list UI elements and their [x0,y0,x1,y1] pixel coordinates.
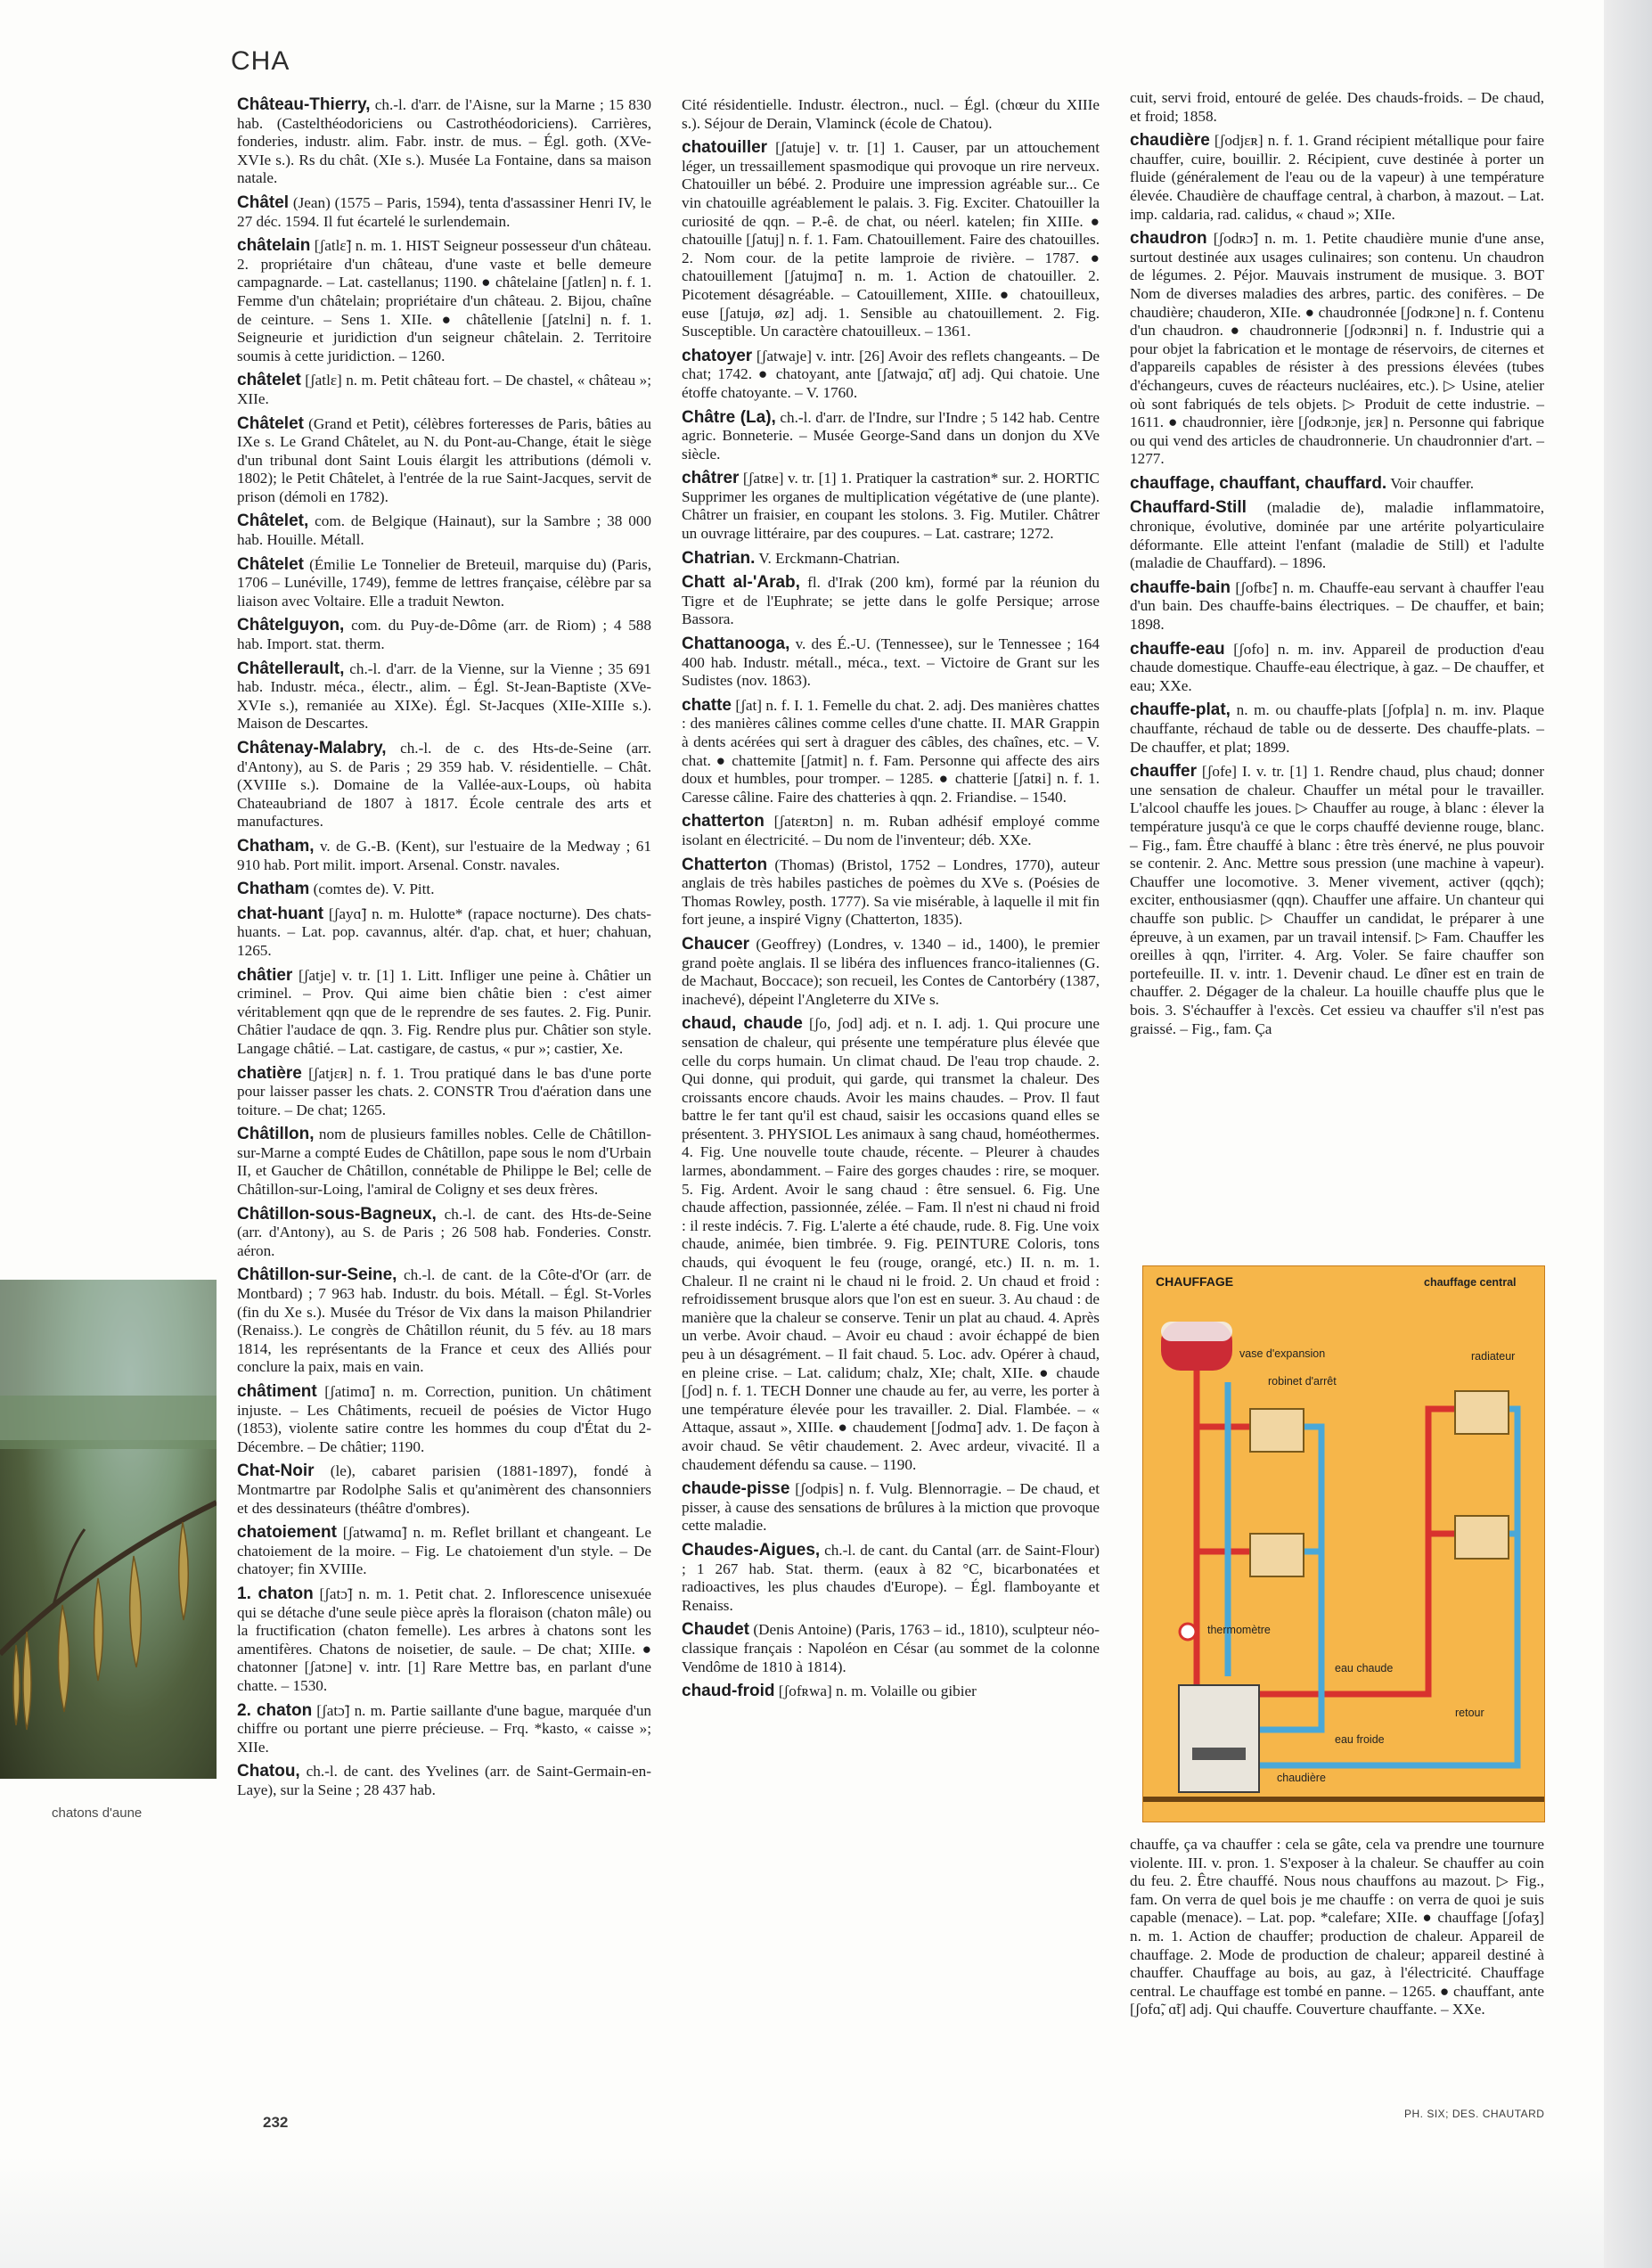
definition: com. de Belgique (Hainaut), sur la Sambre ; 38 000 hab. Houille. Métall. [237,512,652,549]
catkins-illustration [0,1280,217,1779]
dictionary-entry [1130,132,1544,224]
label-eau-chaude: eau chaude [1335,1662,1394,1674]
definition: (Thomas) (Bristol, 1752 – Londres, 1770), auteur anglais de très habiles pastiches de poèmes du XVe s. (Poésies de Thomas Rowley, posth. 1777). Sa vie misérable, à laquelle il mit fin fort jeune, a inspiré Vigny (Chatterton, 1835). [682,856,1100,929]
definition: (Émilie Le Tonnelier de Breteuil, marquise du) (Paris, 1706 – Lunéville, 1749), femme de lettres française, célèbre par sa liaison avec Voltaire. Elle a traduit Newton. [237,555,651,610]
page-header-letters: CHA [231,46,290,76]
definition: [ʃatlɛ̃] n. m. 1. HIST Seigneur possesseur d'un château. 2. propriétaire d'un château, d'une vaste et belle demeure campagnarde. – Lat. castellanus; 1190. ● châtelaine [ʃatlɛn] n. f. 1. Femme d'un châtelain; propriétaire d'un château. 2. Bijou, chaîne de ceinture. – Sens 1. XIIe. ● châtellenie [ʃatɛlni] n. f. 1. Seigneurie et juridiction d'un seigneur châtelain. 2. Territoire soumis à cette juridiction. – 1260. [237,237,651,364]
definition: ch.-l. de cant. de la Côte-d'Or (arr. de Montbard) ; 7 963 hab. Industr. du bois. Métall. – Égl. St-Vorles (fin du Xe s.). Musée du Trésor de Vix dans la maison Philandrier (Renaiss.). Le congrès de Châtillon réunit, du 5 fév. au 18 mars 1814, les représentants de la France et ceux des Alliés pour conclure la paix, mais en vain. [237,1266,652,1376]
dictionary-entry [1130,641,1544,696]
headword: châtelain [237,236,311,256]
diagram-subtitle: chauffage central [1424,1276,1517,1289]
headword: Château-Thierry, [237,95,371,114]
definition: (comtes de). V. Pitt. [313,880,435,898]
definition: ch.-l. de cant. des Yvelines (arr. de Saint-Germain-en-Laye), sur la Seine ; 28 437 hab. [237,1763,651,1798]
headword: Châtelguyon, [237,616,345,635]
headword: chatoyer [682,346,753,365]
headword: Chaudet [682,1620,749,1640]
definition: [ʃofe] I. v. tr. [1] 1. Rendre chaud, plus chaud; donner une sensation de chaleur. Chauffer un métal pour le travailler. L'alcool chauffe les joues. ▷ Chauffer au rouge, à blanc : élever la température jusqu'à ce que le corps chauffé devienne rouge, blanc. – Fig., fam. Être chauffé à blanc : être très énervé, ne plus pouvoir se contenir. 2. Anc. Mettre sous pression (une machine à vapeur). Chauffer une locomotive. 3. Mener vivement, activer (qqch); exciter, enthousiasmer (qqn). Chauffer une affaire. Un chanteur qui chauffe son public. ▷ Chauffer un candidat, le préparer à une épreuve, à un examen, par un travail intensif. ▷ Fam. Chauffer les oreilles à qqn, l'irriter. 4. Arg. Voler. Se faire chauffer son portefeuille. II. v. intr. 1. Devenir chaud. Le dîner est en train de chauffer. 2. Dégager de la chaleur. La houille chauffe plus que le bois. 3. S'échauffer à l'excès. Cet essieu va chauffer s'il n'est pas graissé. – Fig., fam. Ça [1130,763,1545,1037]
dictionary-entry [682,1480,1100,1535]
headword: chaud-froid [682,1682,775,1701]
definition: (Jean) (1575 – Paris, 1594), tenta d'assassiner Henri IV, le 27 déc. 1594. Il fut écartelé le surlendemain. [237,193,652,230]
headword: Chatham [237,880,310,899]
thermometer-dial [1180,1624,1196,1640]
column-3-continued: chauffe, ça va chauffer : cela se gâte, cela va prendre une tournure violente. III. v. pron. 1. S'exposer à la chaleur. Se chauffer au coin du feu. 2. Être chauffé. Nous nous chauffons au mazout. ▷ Fig., fam. On verra de quel bois je me chauffe : on verra de quoi je suis capable (menace). – Lat. pop. *calefare; XIIe. ● chauffage [ʃofaʒ] n. m. 1. Action de chauffer; production de chaleur. Appareil de chauffage. 2. Mode de production de chaleur; appareil destiné à chauffer. Chauffage au bois, au gaz, à l'électricité. Chauffage central. Le chauffage est tombé en panne. – 1265. ● chauffant, ante [ʃofɑ̃, ɑ̃t] adj. Qui chauffe. Couverture chauffante. – XXe. [1130,1836,1544,2018]
diagram-title: CHAUFFAGE [1156,1274,1234,1289]
headword: chaudron [1130,229,1207,249]
dictionary-entry [682,1683,1100,1701]
column-3 [1130,89,1544,1044]
dictionary-entry [237,660,651,733]
dictionary-entry [237,556,651,611]
definition: [ʃatlɛ] n. m. Petit château fort. – De chastel, « château »; XIIe. [237,372,651,407]
headword: Chatou, [237,1762,300,1781]
dictionary-entry [1130,579,1544,635]
headword: chauffer [1130,762,1197,782]
dictionary-entry [1130,230,1544,469]
headword: 1. chaton [237,1584,314,1603]
headword: Châtillon-sur-Seine, [237,1265,397,1285]
definition: [ʃayɑ̃] n. m. Hulotte* (rapace nocturne). Des chats-huants. – Lat. pop. cavannus, altér. d'ap. chat, et huer; chahuan, 1265. [237,905,652,959]
headword: Châtillon, [237,1125,315,1144]
definition: (Geoffrey) (Londres, v. 1340 – id., 1400), le premier grand poète anglais. Il se libéra des influences franco-italiennes (G. de Machaut, Boccace); son recueil, les Contes de Cantorbéry (1387, inachevé), dépeint l'Angleterre du XIVe s. [682,935,1100,1008]
definition: ch.-l. de cant. des Hts-de-Seine (arr. d'Antony), au S. de Paris ; 26 508 hab. Fonderies. Constr. aéron. [237,1205,652,1259]
definition: [ʃofʀwa] n. m. Volaille ou gibier [778,1683,977,1700]
label-vase: vase d'expansion [1239,1347,1326,1360]
definition: (Grand et Petit), célèbres forteresses de Paris, bâties au IXe s. Le Grand Châtelet, au N. du Pont-au-Change, était le siège d'un tribunal dont Saint Louis élargit les attributions (démoli v. 1802); le Petit Châtelet, à l'entrée de la rue Saint-Jacques, servit de prison (démoli en 1782). [237,414,652,505]
central-heating-diagram [1142,1265,1545,1822]
radiators [1250,1391,1509,1576]
photo-caption: chatons d'aune [52,1805,143,1821]
definition: [ʃatje] v. tr. [1] 1. Litt. Infliger une peine à. Châtier un criminel. – Prov. Qui aime bien châtie bien : c'est aimer véritablement qqn que de le reprendre de ses fautes. 2. Fig. Punir. Châtier l'audace de qqn. 3. Fig. Rendre plus pur. Châtier son style. Langage châtié. – Lat. castigare, de castus, « pur »; castier, Xe. [237,966,652,1057]
headword: Châtre (La), [682,407,776,427]
definition: [ʃatimɑ̃] n. m. Correction, punition. Un châtiment injuste. – Les Châtiments, recueil de poésies de Victor Hugo (1853), violente satire contre les hommes du coup d'État du 2-Décembre. – De châtier; 1190. [237,1383,651,1455]
headword: chauffe-plat, [1130,700,1231,720]
radiator-1 [1250,1409,1304,1452]
headword: 2. chaton [237,1700,313,1720]
dictionary-entry [237,1126,651,1199]
headword: chatte [682,695,732,715]
dictionary-entry [237,194,651,231]
dictionary-entry [237,237,651,365]
page-bottom-margin [0,2157,1604,2268]
definition: nom de plusieurs familles nobles. Celle de Châtillon-sur-Marne a compté Eudes de Châtillon, pape sous le nom d'Urbain II, et Gaucher de Châtillon, connétable de Philippe le Bel; celle de Châtillon-sur-Loing, l'amiral de Coligny et ses deux frères. [237,1126,651,1199]
dictionary-entry [682,470,1100,543]
dictionary-entry [237,838,651,874]
definition: [ʃodpis] n. f. Vulg. Blennorragie. – De chaud, et pisser, à cause des sensations de brûlures à la miction que provoque cette maladie. [682,1480,1100,1535]
radiator-2 [1250,1534,1304,1576]
headword: chaud, chaude [682,1014,803,1034]
dictionary-entry [682,1621,1100,1676]
definition: [ʃodjɛʀ] n. f. 1. Grand récipient métallique pour faire chauffer, cuire, bouillir. 2. Récipient, cuve destinée à porter un fluide (généralement de l'eau ou de la vapeur) à une température élevée. Chaudière de chauffage central, à charbon, à mazout. – Lat. imp. caldaria, rad. calidus, « chaud »; XIIe. [1130,132,1545,223]
dictionary-entry [682,1542,1100,1615]
dictionary-entry [682,550,1100,569]
headword: chauffe-eau [1130,639,1225,659]
dictionary-entry [237,512,651,549]
dictionary-entry [237,740,651,831]
label-retour: retour [1455,1707,1484,1719]
headword: Chatterton [682,855,768,874]
dictionary-entry [682,813,1100,849]
dictionary-entry [237,967,651,1059]
headword: chauffage, chauffant, chauffard. [1130,473,1387,493]
definition: [ʃatjɛʀ] n. f. 1. Trou pratiqué dans le bas d'une porte pour laisser passer les chats. 2. CONSTR Trou d'aération dans une toiture. – De chat; 1265. [237,1064,652,1118]
boiler [1179,1685,1259,1792]
headword: châtrer [682,469,740,488]
label-radiateur: radiateur [1471,1350,1516,1363]
dictionary-entry [682,409,1100,464]
definition: [ʃofbɛ̃] n. m. Chauffe-eau servant à chauffer l'eau d'un bain. Des chauffe-bains électriques. – De chauffer, et bain; 1898. [1130,578,1545,634]
definition: v. des É.-U. (Tennessee), sur le Tennessee ; 164 400 hab. Industr. métall., méca., text. – Victoire de Grant sur les Sudistes (nov. 1863). [682,635,1100,690]
label-robinet: robinet d'arrêt [1268,1375,1337,1388]
headword: chatterton [682,812,765,831]
dictionary-entry [237,1266,651,1377]
headword: chaude-pisse [682,1479,790,1499]
dictionary-entry [237,96,651,188]
headword: chatouiller [682,138,768,158]
definition: [ʃatɔ̃] n. m. Partie saillante d'une bague, marquée d'un chiffre ou portant une pierre précieuse. – Frq. *kasto, « caisse »; XIIe. [237,1701,652,1756]
headword: Châtillon-sous-Bagneux, [237,1204,437,1224]
dictionary-entry [237,1524,651,1579]
headword: Chauffard-Still [1130,498,1247,518]
page-edge [1604,0,1652,2268]
column-2 [682,96,1100,1707]
dictionary-entry [237,880,651,899]
definition: fl. d'Irak (200 km), formé par la réunion du Tigre et de l'Euphrate; se jette dans le golfe Persique; arrose Bassora. [682,574,1100,628]
definition: ch.-l. d'arr. de la Vienne, sur la Vienne ; 35 691 hab. Industr. méca., électr., alim. – Égl. St-Jean-Baptiste (XVe-XVIe s.), remaniée au XIXe). Égl. St-Jacques (XIIe-XIIIe s.). Maison de Descartes. [237,659,651,733]
definition: Cité résidentielle. Industr. électron., nucl. – Égl. (chœur du XIIIe s.). Séjour de Derain, Vlaminck (école de Chatou). [682,96,1100,132]
definition: Voir chauffer. [1390,474,1475,492]
dictionary-entry [237,1462,651,1518]
dictionary-entry [1130,763,1544,1038]
headword: châtelet [237,371,301,390]
radiator-4 [1455,1516,1509,1559]
headword: Châtelet [237,413,304,433]
definition: ch.-l. de c. des Hts-de-Seine (arr. d'Antony), au S. de Paris ; 29 359 hab. V. résidentielle. – Chât. (XVIIIe s.). Domaine de la Vallée-aux-Loups, où habita Chateaubriand de 1807 à 1817. École centrale des arts et manufactures. [237,740,651,831]
headword: Châtenay-Malabry, [237,739,387,757]
dictionary-entry [682,348,1100,403]
definition: [ʃatɔ̃] n. m. 1. Petit chat. 2. Inflorescence unisexuée qui se détache d'une seule pièce après la floraison (chaton mâle) ou la fructification (chaton femelle). Les arbres à chatons sont les amentifères. Chatons de noisetier, de saule. – De chat; XIIIe. ● chatonner [ʃatɔne] v. intr. [1] Rare Mettre bas, en parlant d'une chatte. – 1530. [237,1584,652,1694]
headword: Châtel [237,192,290,212]
definition: (Denis Antoine) (Paris, 1763 – id., 1810), sculpteur néo-classique français : Napoléon en César (au sommet de la colonne Vendôme de 1810 à 1814). [682,1621,1100,1675]
headword: Chatrian. [682,548,756,568]
dictionary-entry [1130,475,1544,494]
dictionary-entry [682,635,1100,691]
headword: chauffe-bain [1130,577,1231,597]
dictionary-entry [682,1015,1100,1474]
label-chaudiere: chaudière [1277,1772,1326,1784]
definition: [ʃatwaje] v. intr. [26] Avoir des reflets changeants. – De chat; 1742. ● chatoyant, ante [ʃatwajɑ̃, ɑ̃t] adj. Qui chatoie. Une étoffe chatoyante. – V. 1760. [682,347,1100,401]
definition: ch.-l. d'arr. de l'Indre, sur l'Indre ; 5 142 hab. Centre agric. Bonneterie. – Musée George-Sand dans un donjon du XVe siècle. [682,408,1100,463]
dictionary-entry [1130,89,1544,126]
dictionary-entry [237,1585,651,1696]
definition: com. du Puy-de-Dôme (arr. de Riom) ; 4 588 hab. Import. stat. therm. [237,617,651,653]
headword: Châtelet [237,554,304,574]
definition: [ʃatwamɑ̃] n. m. Reflet brillant et changeant. Le chatoiement de la moire. – Fig. Le chatoiement d'un style. – De chatoyer; fin XVIIIe. [237,1524,651,1578]
photo-credit: PH. SIX; DES. CHAUTARD [1404,2108,1545,2120]
definition: [ʃatʀe] v. tr. [1] 1. Pratiquer la castration* sur. 2. HORTIC Supprimer les organes de multiplication végétative de (une plante). Châtrer un fraisier, en coupant les stolons. 3. Fig. Mutiler. Châtrer un ouvrage littéraire, par des coupures. – Lat. castrare; 1272. [682,470,1100,543]
definition: cuit, servi froid, entouré de gelée. Des chauds-froids. – De chaud, et froid; 1858. [1130,89,1544,125]
dictionary-entry [682,96,1100,133]
headword: Chaucer [682,934,750,954]
dictionary-entry [237,1763,651,1799]
definition: ch.-l. de cant. du Cantal (arr. de Saint-Flour) ; 1 267 hab. Stat. therm. (eaux à 82 °C, bicarbonatées et radioactives, les plus chaudes d'Europe). – Égl. flamboyante et Renaiss. [682,1541,1100,1614]
dictionary-entry [237,905,651,961]
headword: chaudière [1130,131,1210,151]
dictionary-entry [237,1065,651,1120]
definition: n. m. ou chauffe-plats [ʃofpla] n. m. inv. Plaque chauffante, réchaud de table ou de desserte. Des chauffe-plats. – De chauffer, et plat; 1899. [1130,701,1545,756]
dictionary-entry [682,697,1100,807]
definition: [ʃatɛʀtɔn] n. m. Ruban adhésif employé comme isolant en électricité. – Du nom de l'inventeur; déb. XXe. [682,813,1100,848]
definition: [ʃo, ʃod] adj. et n. I. adj. 1. Qui procure une sensation de chaleur, qui présente une température plus élevée que celle du corps humain. Un climat chaud. De l'eau trop chaude. 2. Qui donne, qui produit, qui garde, qui transmet la chaleur. Des croissants encore chauds. Avoir les mains chaudes. – Prov. Il faut battre le fer tant qu'il est chaud, saisir les occasions quand elles se présentent. 3. PHYSIOL Les animaux à sang chaud, homéothermes. 4. Fig. Une nouvelle toute chaude, récente. – Pleurer à chaudes larmes, abondamment. – Faire des gorges chaudes : rire, se moquer. 5. Fig. Ardent. Avoir le sang chaud : être sensuel. 6. Fig. Une chaude affection, passionnée, zélée. – Fam. Il n'est ni chaud ni froid : il reste indécis. 7. Fig. L'alerte a été chaude, rude. 8. Fig. Une voix chaude, animée, bien timbrée. 9. Fig. PEINTURE Coloris, tons chauds, qui évoquent le feu (rouge, orangé, etc.) II. n. m. 1. Chaleur. Il ne craint ni le chaud ni le froid. 2. Un chaud et froid : refroidissement brusque alors que l'on est en sueur. 3. Au chaud : de manière que la chaleur se conserve. Tenir un plat au chaud. 4. Après un verbe. Avoir chaud. – Avoir eu chaud : avoir échappé de bien peu à un désagrément. – Il fait chaud. 5. Loc. adv. Opérer à chaud, en pleine crise. – Lat. calidum; chalz, XIe; chalt, XIIe. ● chaude [ʃod] n. f. 1. TECH Donner une chaude au fer, au verre, les porter à une température élevée pour les travailler. 2. Dial. Flambée. – « Attaque, assaut », XIIIe. ● chaudement [ʃodmɑ̃] adv. 1. De façon à avoir chaud. Se vêtir chaudement. 2. Avec ardeur, vivacité. Il a chaudement défendu sa cause. – 1190. [682,1015,1100,1473]
headword: chatoiement [237,1523,337,1543]
headword: Chat-Noir [237,1462,315,1481]
dictionary-entry [682,139,1100,341]
definition: [ʃat] n. f. I. 1. Femelle du chat. 2. adj. Des manières chattes : des manières câlines comme celles d'une chatte. II. MAR Grappin à dents acérées qui sert à draguer des câbles, des chaînes, etc. – V. chat. ● chattemite [ʃatmit] n. f. Fam. Personne qui affecte des airs doux et humbles, pour tromper. – 1285. ● chatterie [ʃatʀi] n. f. 1. Caresse câline. Faire des chatteries à qqn. 2. Friandise. – 1540. [682,696,1100,806]
headword: Chattanooga, [682,635,790,654]
dictionary-entry [237,415,651,507]
definition: V. Erckmann-Chatrian. [758,549,900,567]
definition: (maladie de), maladie inflammatoire, chronique, évolutive, dominée par une artérite polyarticulaire déformante. Elle atteint l'enfant (maladie de Still) et l'adulte (maladie de Chauffard). – 1896. [1130,499,1544,572]
definition: [ʃofo] n. m. inv. Appareil de production d'eau chaude domestique. Chauffe-eau électrique, à gaz. – De chauffer, et eau; XXe. [1130,640,1545,694]
label-eau-froide: eau froide [1335,1733,1385,1746]
page-number: 232 [263,2114,289,2131]
headword: Chaudes-Aigues, [682,1540,821,1560]
heating-svg [1143,1266,1545,1822]
headword: Châtellerault, [237,659,345,678]
definition: v. de G.-B. (Kent), sur l'estuaire de la Medway ; 61 910 hab. Port milit. import. Arsenal. Constr. navales. [237,837,651,873]
headword: chatière [237,1063,302,1083]
hot-pipes [1197,1371,1464,1694]
dictionary-entry [1130,499,1544,572]
radiator-3 [1455,1391,1509,1434]
dictionary-entry [237,1383,651,1456]
headword: châtiment [237,1382,317,1401]
dictionary-entry [237,1206,651,1261]
column-1 [237,96,651,1805]
catkins-photo [0,1280,217,1779]
label-thermometre: thermomètre [1207,1624,1271,1636]
headword: Chatham, [237,836,315,856]
definition: (le), cabaret parisien (1881-1897), fondé à Montmartre par Rodolphe Salis et qu'animèrent des chansonniers et des dessinateurs (théâtre d'ombres). [237,1462,651,1517]
headword: chat-huant [237,904,324,923]
dictionary-entry [682,856,1100,929]
definition: ch.-l. d'arr. de l'Aisne, sur la Marne ; 15 830 hab. (Castelthéodoriciens ou Castrothéodoriciens). Carrières, fonderies, industr. alim. Fabr. instr. de mus. – Égl. goth. (XVe-XVIe s.). Rs du chât. (XIe s.). Musée La Fontaine, dans sa maison natale. [237,96,652,187]
dictionary-entry [682,574,1100,629]
definition: [ʃatuje] v. tr. [1] 1. Causer, par un attouchement léger, un tressaillement spasmodique qui provoque un rire nerveux. Chatouiller un bébé. 2. Produire une impression agréable sur... Ce vin chatouille agréablement le palais. 3. Fig. Exciter. Chatouiller la curiosité de qqn. – P.-ê. de chat, ou néerl. katelen; fin XIIIe. ● chatouille [ʃatuj] n. f. 1. Fam. Chatouillement. Faire des chatouilles. 2. Nom cour. de la petite lamproie de rivière. – 1787. ● chatouillement [ʃatujmɑ̃] n. m. 1. Action de chatouiller. 2. Picotement désagréable. – Catouillement, XIIIe. ● chatouilleux, euse [ʃatujø, øz] adj. 1. Sensible au chatouillement. 2. Fig. Susceptible. Un caractère chatouilleux. – 1361. [682,139,1100,340]
dictionary-entry [237,1702,651,1757]
headword: Châtelet, [237,512,309,531]
definition: [ʃodʀɔ̃] n. m. 1. Petite chaudière munie d'une anse, surtout destinée aux usages culinaires; son contenu. Un chaudron de légumes. 2. Péjor. Mauvais instrument de musique. 3. BOT Nom de diverses maladies des arbres, partic. des conifères. – De chaudière; chauderon, XIIe. ● chaudronnée [ʃodʀɔne] n. f. Contenu d'un chaudron. ● chaudronnerie [ʃodʀɔnʀi] n. f. Industrie qui a pour objet la fabrication et le montage de réservoirs, de citernes et d'appareils capables de résister à des pressions élevées (tubes d'échangeurs, cuves de réacteurs nucléaires, etc.). ▷ Usine, atelier où sont fabriqués de tels objets. ▷ Produit de cette industrie. – 1611. ● chaudronnier, ière [ʃodʀɔnje, jɛʀ] n. Personne qui fabrique ou qui vend des articles de chaudronnerie. Un chaudronnier d'art. – 1277. [1130,230,1544,468]
dictionary-entry [682,936,1100,1009]
dictionary-entry [1130,701,1544,757]
headword: châtier [237,965,293,985]
dictionary-entry [237,617,651,653]
dictionary-entry [237,372,651,408]
headword: Chatt al-'Arab, [682,573,800,593]
